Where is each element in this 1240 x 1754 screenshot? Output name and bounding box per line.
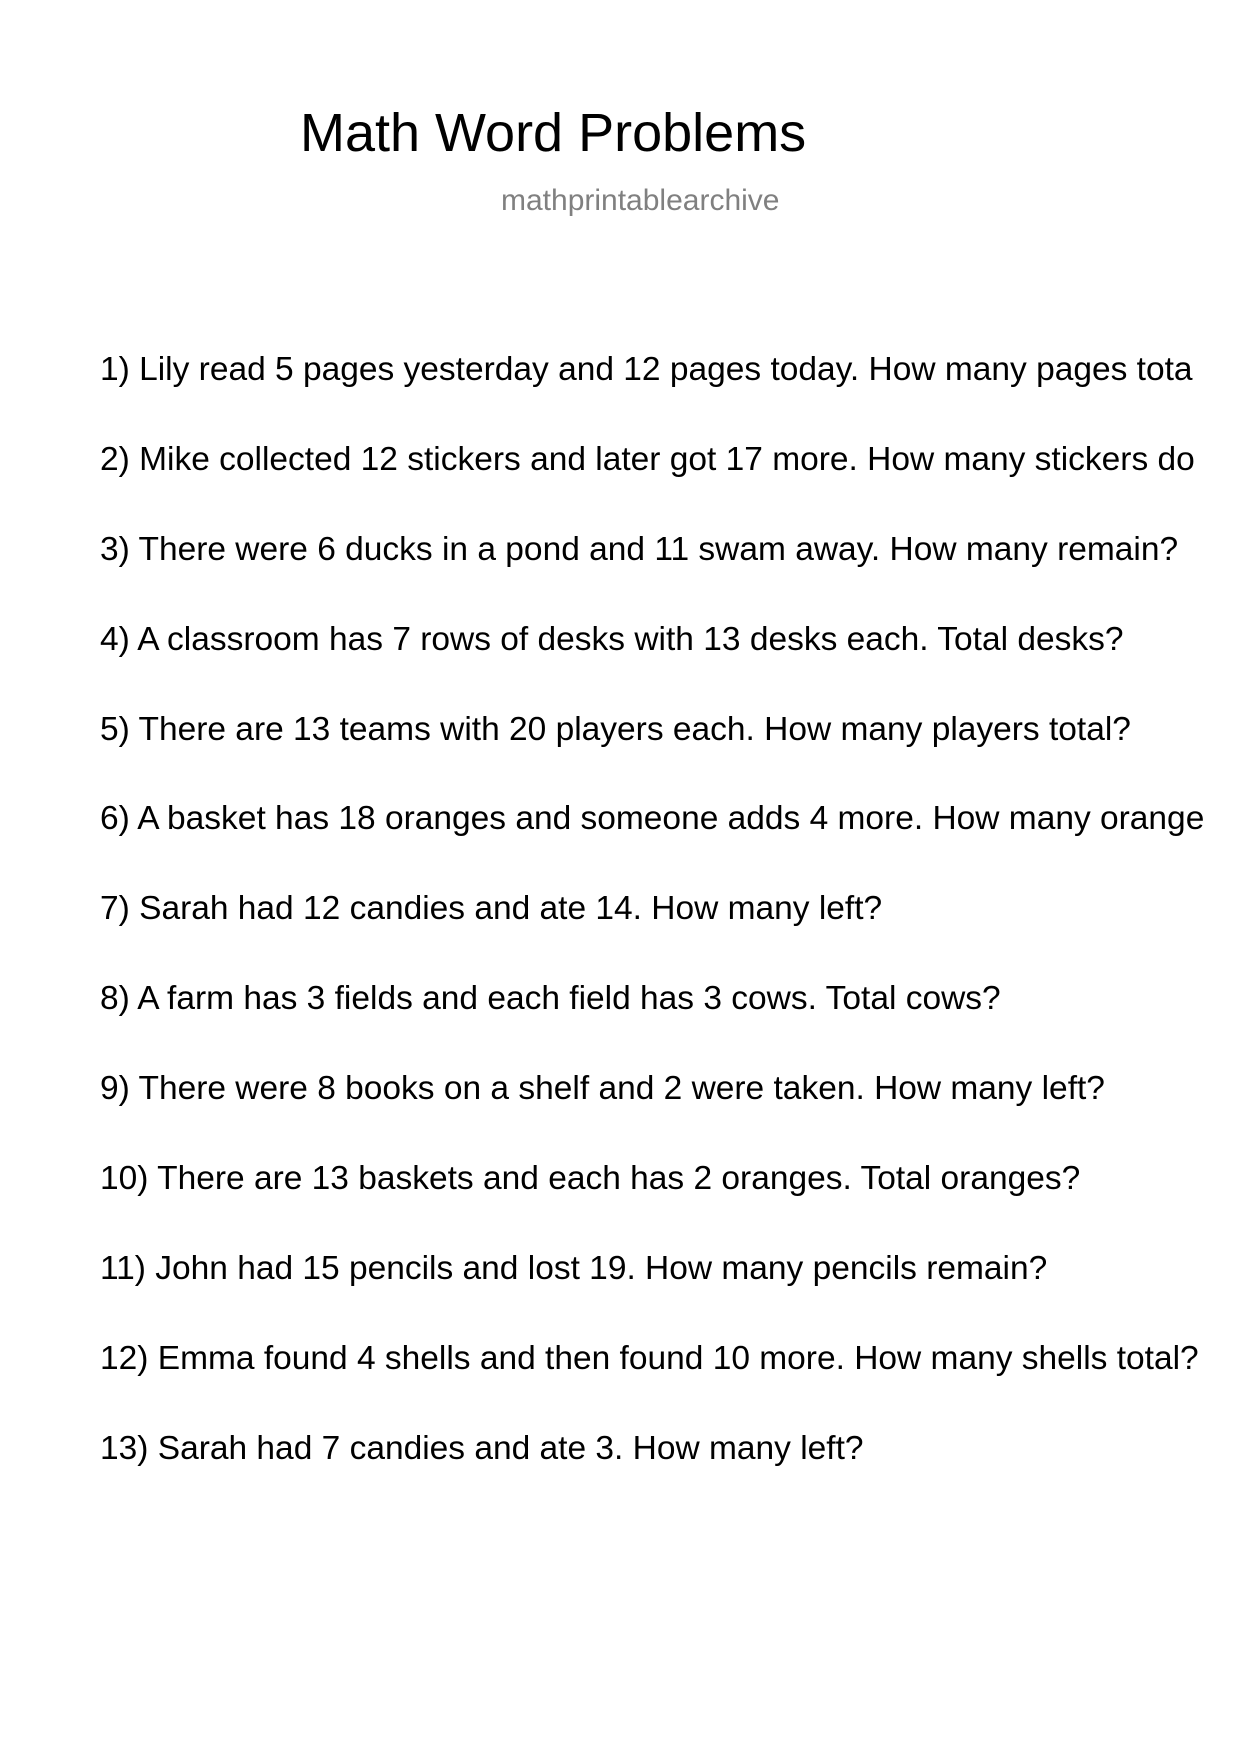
page-subtitle: mathprintablearchive: [501, 184, 780, 217]
problem-8: 8) A farm has 3 fields and each field has 3 cows. Total cows?: [100, 980, 1001, 1017]
problem-5: 5) There are 13 teams with 20 players each. How many players total?: [100, 711, 1131, 748]
problem-13: 13) Sarah had 7 candies and ate 3. How many left?: [100, 1430, 864, 1467]
problem-11: 11) John had 15 pencils and lost 19. How many pencils remain?: [100, 1250, 1048, 1287]
problem-6: 6) A basket has 18 oranges and someone adds 4 more. How many orange: [100, 800, 1205, 837]
problem-10: 10) There are 13 baskets and each has 2 oranges. Total oranges?: [100, 1160, 1081, 1197]
problem-12: 12) Emma found 4 shells and then found 10 more. How many shells total?: [100, 1340, 1199, 1377]
problem-9: 9) There were 8 books on a shelf and 2 were taken. How many left?: [100, 1070, 1105, 1107]
page-title: Math Word Problems: [300, 103, 807, 163]
problem-1: 1) Lily read 5 pages yesterday and 12 pages today. How many pages tota: [100, 351, 1193, 388]
problem-2: 2) Mike collected 12 stickers and later got 17 more. How many stickers do: [100, 441, 1195, 478]
problem-3: 3) There were 6 ducks in a pond and 11 swam away. How many remain?: [100, 531, 1179, 568]
problem-7: 7) Sarah had 12 candies and ate 14. How many left?: [100, 890, 883, 927]
problem-4: 4) A classroom has 7 rows of desks with 13 desks each. Total desks?: [100, 621, 1124, 658]
